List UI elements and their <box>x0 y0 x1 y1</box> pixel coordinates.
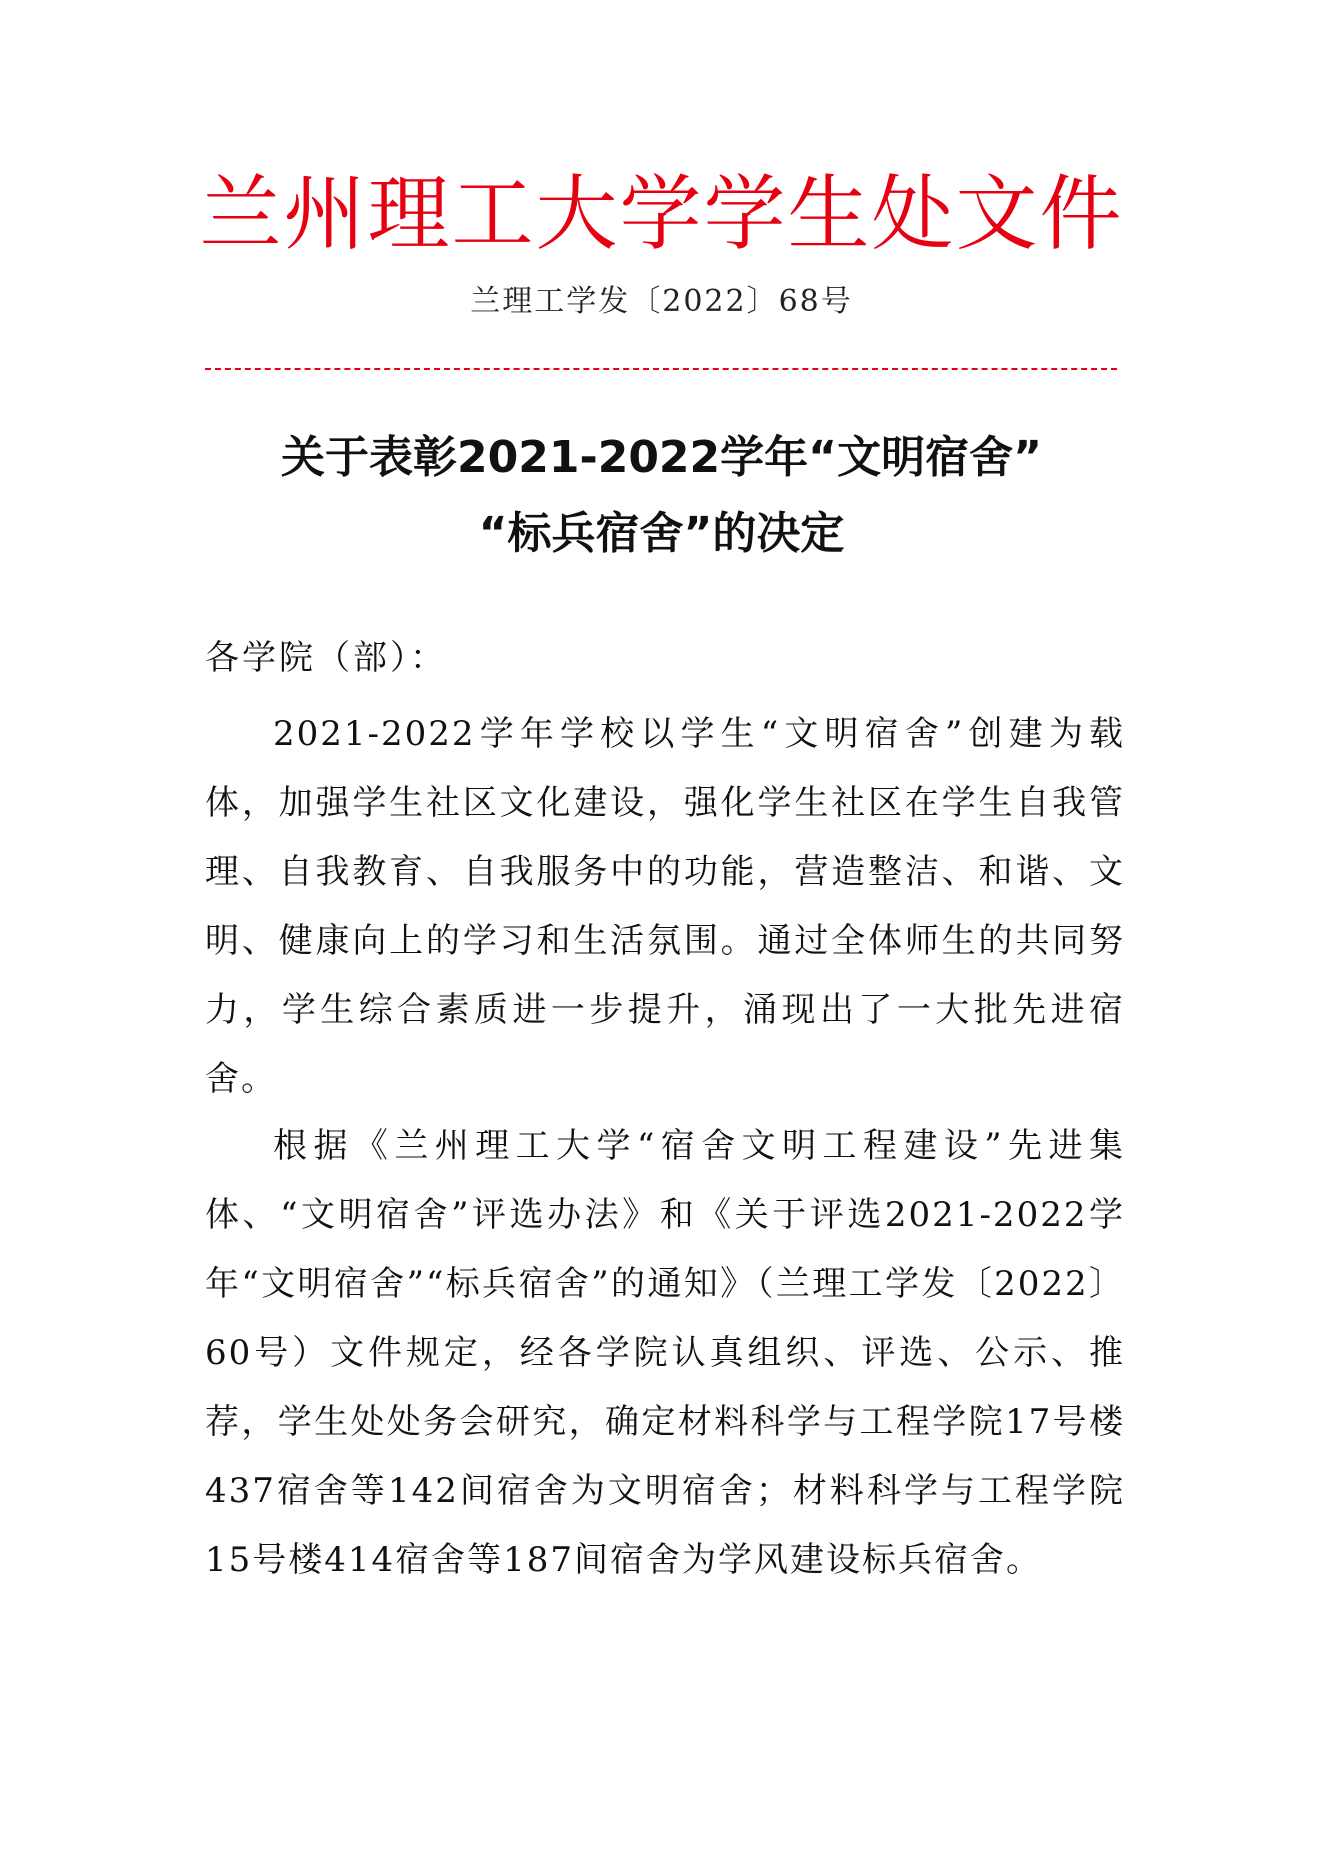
document-title-line-2: “标兵宿舍”的决定 <box>478 508 845 559</box>
body-paragraph-2-block <box>205 1112 1125 1595</box>
salutation: 各学院（部）： <box>205 638 447 678</box>
document-title-line-1: 关于表彰2021-2022学年“文明宿舍” <box>280 432 1043 483</box>
document-number: 兰理工学发〔2022〕68号 <box>470 284 853 319</box>
red-separator-line <box>205 368 1117 370</box>
body-paragraph-1-block <box>205 700 1125 1114</box>
body-paragraph: 根据《兰州理工大学“宿舍文明工程建设”先进集体、“文明宿舍”评选办法》和《关于评选2021-2022学年“文明宿舍”“标兵宿舍”的通知》（兰理工学发〔2022〕60号）文件规定，经各学院认真组织、评选、公示、推荐，学生处处务会研究，确定材料科学与工程学院17号楼437宿舍等142间宿舍为文明宿舍；材料科学与工程学院15号楼414宿舍等187间宿舍为学风建设标兵宿舍。 <box>205 1126 1125 1580</box>
body-paragraph: 2021-2022学年学校以学生“文明宿舍”创建为载体，加强学生社区文化建设，强化学生社区在学生自我管理、自我教育、自我服务中的功能，营造整洁、和谐、文明、健康向上的学习和生活氛围。通过全体师生的共同努力，学生综合素质进一步提升，涌现出了一大批先进宿舍。 <box>205 714 1125 1099</box>
issuer-header-title: 兰州理工大学学生处文件 <box>199 167 1124 262</box>
document-title <box>0 420 1323 572</box>
